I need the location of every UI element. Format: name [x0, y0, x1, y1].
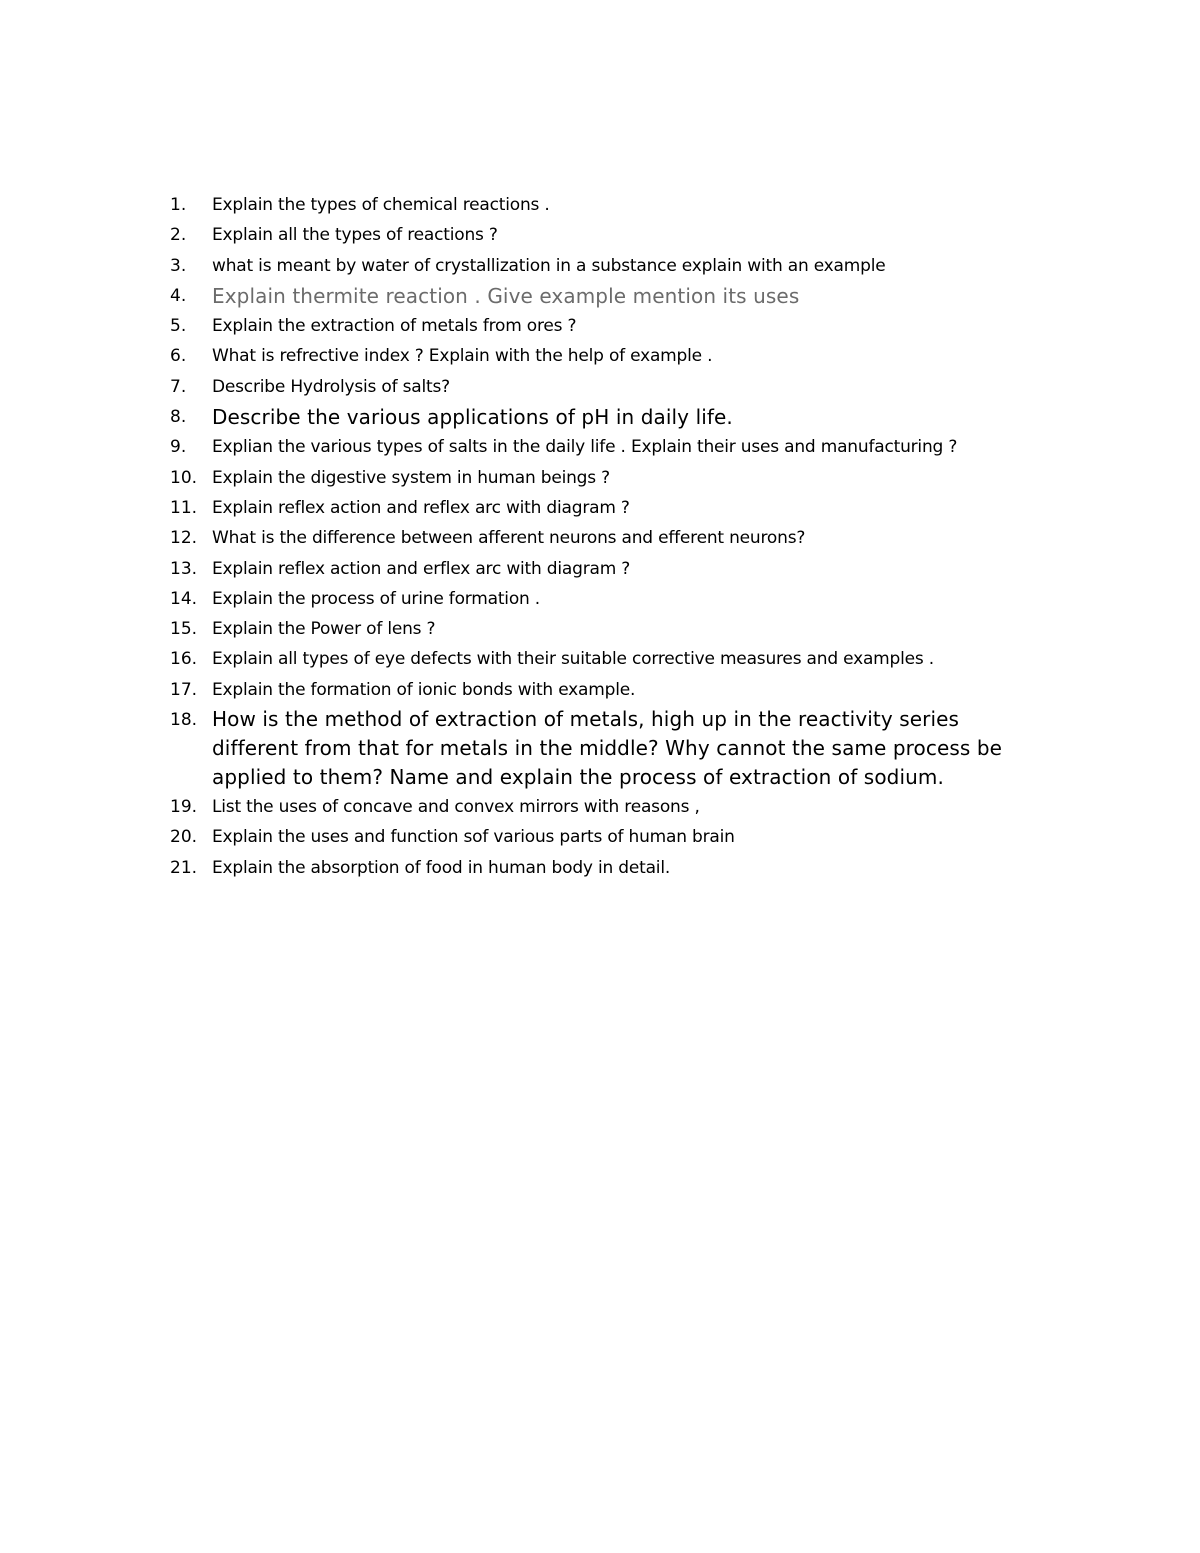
item-number: 3. — [170, 255, 187, 276]
list-item — [170, 190, 1050, 220]
list-item — [170, 341, 1050, 371]
list-item — [170, 822, 1050, 852]
list-item — [170, 493, 1050, 523]
list-item — [170, 523, 1050, 553]
item-text: Explain the types of chemical reactions . — [212, 195, 550, 215]
item-text: What is the difference between afferent neurons and efferent neurons? — [212, 528, 806, 549]
list-item — [170, 792, 1050, 822]
item-text: Explain the formation of ionic bonds with example. — [212, 679, 636, 700]
item-text: What is refrective index ? Explain with the help of example . — [212, 346, 713, 367]
item-text: Explain the extraction of metals from ores ? — [212, 316, 577, 337]
list-item — [170, 432, 1050, 462]
list-item — [170, 220, 1050, 250]
item-text: Explain the digestive system in human beings ? — [212, 467, 610, 488]
item-number: 17. — [170, 679, 198, 700]
list-item — [170, 614, 1050, 644]
item-text: Explain the uses and function sof various parts of human brain — [212, 827, 735, 848]
item-number: 7. — [170, 376, 187, 397]
item-text: Explain reflex action and reflex arc with diagram ? — [212, 497, 630, 518]
list-item — [170, 853, 1050, 883]
item-number: 6. — [170, 346, 187, 367]
item-text: Explain reflex action and erflex arc with diagram ? — [212, 558, 631, 579]
item-text: Explain the absorption of food in human body in detail. — [212, 857, 671, 878]
item-number: 4. — [170, 285, 187, 306]
list-item — [170, 705, 1050, 792]
item-number: 21. — [170, 857, 198, 878]
item-number: 9. — [170, 437, 187, 458]
item-number: 5. — [170, 316, 187, 337]
question-list — [170, 190, 1050, 883]
item-number: 1. — [170, 195, 187, 215]
list-item — [170, 584, 1050, 614]
list-item — [170, 463, 1050, 493]
item-number: 15. — [170, 619, 198, 640]
item-number: 18. — [170, 710, 198, 731]
list-item — [170, 251, 1050, 281]
item-text: Explain all the types of reactions ? — [212, 225, 498, 246]
list-item — [170, 402, 1050, 432]
item-text: Explain all types of eye defects with their suitable corrective measures and examples . — [212, 649, 934, 670]
item-number: 16. — [170, 649, 198, 670]
item-number: 2. — [170, 225, 187, 246]
item-number: 8. — [170, 407, 187, 428]
item-text: Explain thermite reaction . Give example mention its uses — [212, 283, 800, 308]
item-text: Describe Hydrolysis of salts? — [212, 376, 450, 397]
list-item — [170, 675, 1050, 705]
list-item — [170, 281, 1050, 311]
list-item — [170, 554, 1050, 584]
list-item — [170, 372, 1050, 402]
item-text: List the uses of concave and convex mirrors with reasons , — [212, 797, 700, 818]
item-number: 13. — [170, 558, 198, 579]
item-text: what is meant by water of crystallization in a substance explain with an example — [212, 255, 886, 276]
item-number: 11. — [170, 497, 198, 518]
item-number: 14. — [170, 588, 198, 609]
item-number: 20. — [170, 827, 198, 848]
item-text: Explain the Power of lens ? — [212, 619, 436, 640]
item-number: 12. — [170, 528, 198, 549]
item-text: How is the method of extraction of metals, high up in the reactivity series different from that for metals in the middle? Why cannot the same process be applied to them? Name and explain the process of extraction of sodium. — [212, 707, 1003, 790]
item-number: 19. — [170, 797, 198, 818]
item-text: Explian the various types of salts in the daily life . Explain their uses and manufacturing ? — [212, 437, 958, 458]
item-text: Explain the process of urine formation . — [212, 588, 541, 609]
item-number: 10. — [170, 467, 198, 488]
list-item — [170, 311, 1050, 341]
list-item — [170, 644, 1050, 674]
item-text: Describe the various applications of pH in daily life. — [212, 405, 733, 430]
